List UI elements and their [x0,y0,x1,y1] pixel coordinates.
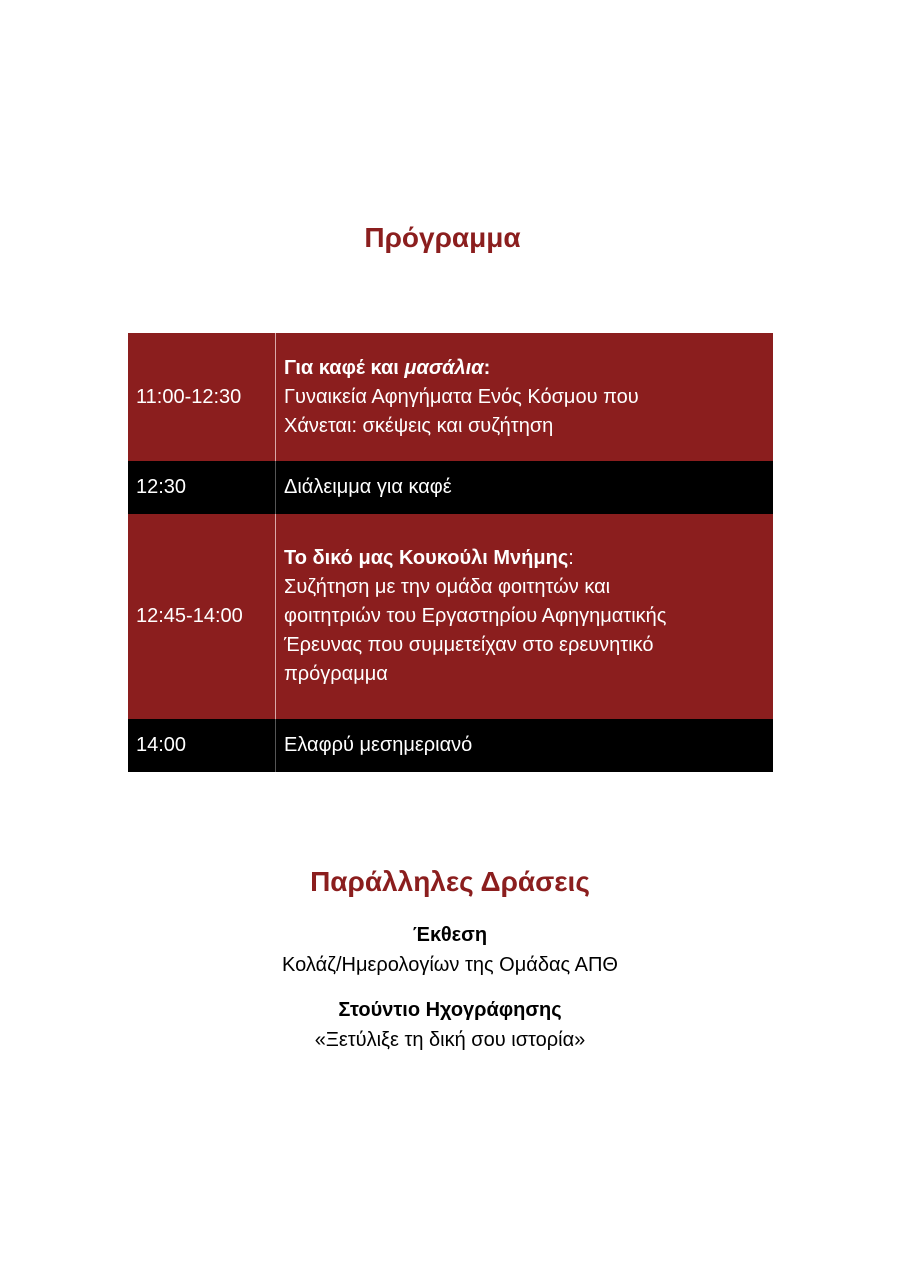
session-time: 11:00-12:30 [128,333,276,461]
session-time: 12:45-14:00 [128,514,276,719]
session-description-line: Συζήτηση με την ομάδα φοιτητών και [284,576,611,598]
session-description-line: Χάνεται: σκέψεις και συζήτηση [284,414,554,437]
session-description-line: πρόγραμμα [284,663,388,685]
activity-title: Στούντιο Ηχογράφησης [338,999,562,1021]
schedule-row [128,719,773,772]
activity-description: «Ξετύλιξε τη δική σου ιστορία» [314,1029,586,1051]
schedule-row [128,461,773,514]
session-time: 14:00 [128,719,276,772]
activity-recording-studio [0,995,900,1055]
activity-description: Κολάζ/Ημερολογίων της Ομάδας ΑΠΘ [282,954,618,976]
schedule-row [128,514,773,719]
activity-title: Έκθεση [412,924,488,946]
schedule-row [128,333,773,461]
program-title: Πρόγραμμα [364,222,521,253]
session-title-line: Το δικό μας Κουκούλι Μνήμης: [284,547,574,569]
parallel-actions-title: Παράλληλες Δράσεις [310,866,590,897]
activity-exhibition [0,920,900,980]
session-description: Ελαφρύ μεσημεριανό [284,734,473,756]
session-title: Το δικό μας Κουκούλι Μνήμης [284,547,569,569]
session-description-line: Έρευνας που συμμετείχαν στο ερευνητικό [284,634,654,656]
session-title: Για καφέ και μασάλια: [284,356,491,379]
session-description-line: φοιτητριών του Εργαστηρίου Αφηγηματικής [284,605,667,627]
session-details [276,514,774,719]
session-description-line: Γυναικεία Αφηγήματα Ενός Κόσμου που [284,385,639,408]
session-details [276,333,774,461]
session-time: 12:30 [128,461,276,514]
schedule-table [128,333,773,772]
session-description: Διάλειμμα για καφέ [284,476,452,498]
